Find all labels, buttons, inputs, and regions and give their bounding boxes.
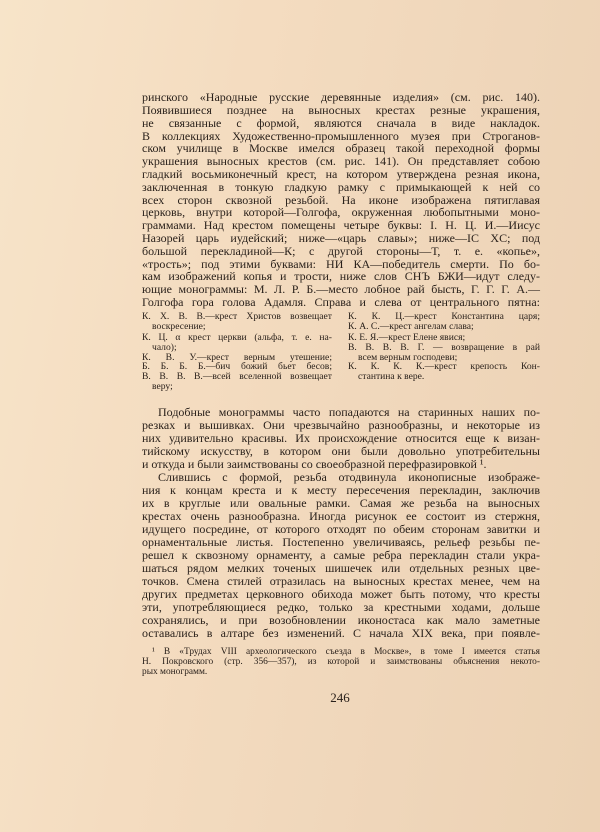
monogram-item: стантина к вере. [358, 371, 425, 382]
text-line: крестах очень разнообразна. Иногда рисунок ее состоит из стержня, [142, 509, 540, 523]
text-line: ющие монограммы: М. Л. Р. Б.—место лобное рай бысть, Г. Г. Г. А.— [142, 282, 540, 296]
monogram-item: веру; [152, 381, 173, 392]
monogram-item: К. А. С.—крест ангелам слава; [348, 321, 474, 332]
text-line: украшения выносных крестов (см. рис. 141). Он представляет собою [142, 154, 540, 168]
text-line: их в круглые или овальные рамки. Самая же резьба на выносных [142, 496, 540, 510]
text-line: орнаментальные листья. Постепенно увеличиваясь, рельеф резьбы пе- [142, 535, 540, 549]
text-line: идущего посредине, от которого отходят по обеим сторонам завитки и [142, 522, 540, 536]
text-line: Появившиеся позднее на выносных крестах резные украшения, [142, 103, 540, 117]
text-line: ском училище в Москве имелся образец такой переходной формы [142, 141, 540, 155]
monogram-item: В. В. В. В.—всей вселенной возвещает [142, 371, 332, 382]
monogram-item: всем верным господеви; [358, 352, 458, 363]
text-line: Подобные монограммы часто попадаются на старинных наших по- [158, 405, 540, 419]
footnote-line: рых монограмм. [142, 667, 208, 677]
text-line: шаться рядом мелких точеных шишечек или отдельных резных цве- [142, 561, 540, 575]
text-line: не связанные с формой, являются сначала в виде накладок. [142, 116, 540, 130]
monogram-item: К. В. У.—крест верным утешение; [142, 352, 332, 363]
text-line: граммами. Над крестом помещены четыре буквы: I. Н. Ц. И.—Иисус [142, 218, 540, 232]
footnote-line: ¹ В «Трудах VIII археологического съезда в Москве», в томе I имеется статья [152, 647, 540, 657]
text-line: них удивительно красивы. Их происхождение относится еще к визан- [142, 431, 540, 445]
text-line: Голгофа гора голова Адамля. Справа и слева от центрального пятна: [142, 295, 540, 309]
text-line: и откуда и были заимствованы со своеобразной перефразировкой ¹. [142, 457, 487, 471]
monogram-item: К. К. К. К.—крест крепость Кон- [348, 361, 540, 372]
text-line: тийскому искусству, в котором они были довольно употребительны [142, 444, 540, 458]
text-line: Назорей царь иудейский; ниже—«царь славы»; ниже—IC XC; под [142, 231, 540, 245]
footnote-line: Н. Покровского (стр. 356—357), из которой и заимствованы объяснения некото- [142, 657, 540, 667]
monogram-item: К. Е. Я.—крест Елене явися; [348, 332, 466, 343]
text-line: эти, употребляющиеся редко, только за крестными ходами, дольше [142, 600, 540, 614]
text-line: точков. Смена стилей отразилась на выносных крестах менее, чем на [142, 574, 540, 588]
text-line: В коллекциях Художественно-промышленного музея при Строганов- [142, 129, 540, 143]
text-line: гладкий восьмиконечный крест, на котором утверждена резная икона, [142, 167, 540, 181]
monogram-item: Б. Б. Б. Б.—бич божий бьет бесов; [142, 361, 332, 372]
monogram-item: К. Х. В. В.—крест Христов возвещает [142, 311, 332, 322]
monogram-item: К. К. Ц.—крест Константина царя; [348, 311, 540, 322]
monogram-item: воскресение; [152, 321, 206, 332]
text-line: кам изображений копья и трости, ниже слов СНЪ БЖИ—идут следу- [142, 269, 540, 283]
text-line: «трость»; под этими буквами: НИ КА—победитель смерти. По бо- [142, 257, 540, 271]
text-line: ринского «Народные русские деревянные изделия» (см. рис. 140). [142, 90, 540, 104]
monogram-item: чало); [152, 342, 177, 353]
text-line: заключенная в тонкую гладкую рамку с примыкающей к ней со [142, 180, 540, 194]
text-line: сохранялись, и при возобновлении иконостаса как мало заметные [142, 613, 540, 627]
text-line: всех сторон сквозной резьбой. На иконе изображена пятиглавая [142, 193, 540, 207]
text-line: церковь, внутри которой—Голгофа, окруженная любопытными моно- [142, 205, 540, 219]
text-line: других предметах церковного обихода может быть потому, что кресты [142, 587, 540, 601]
text-line: Слившись с формой, резьба отодвинула иконописные изображе- [158, 470, 540, 484]
page-number: 246 [330, 690, 350, 705]
text-line: ния к концам креста и к месту пересечения перекладин, заключив [142, 483, 540, 497]
text-line: решел к сквозному орнаменту, а самые ребра перекладин стали укра- [142, 548, 540, 562]
monogram-item: В. В. В. В. Г. — возвращение в рай [348, 342, 540, 353]
text-line: оставались в алтаре без изменений. С начала XIX века, при появле- [142, 626, 540, 640]
text-line: резках и вышивках. Они чрезвычайно разнообразны, и некоторые из [142, 418, 540, 432]
monogram-item: К. Ц. α крест церкви (альфа, т. е. на- [142, 332, 332, 343]
text-line: большой перекладиной—К; с другой стороны—Т, т. е. «копье», [142, 244, 540, 258]
